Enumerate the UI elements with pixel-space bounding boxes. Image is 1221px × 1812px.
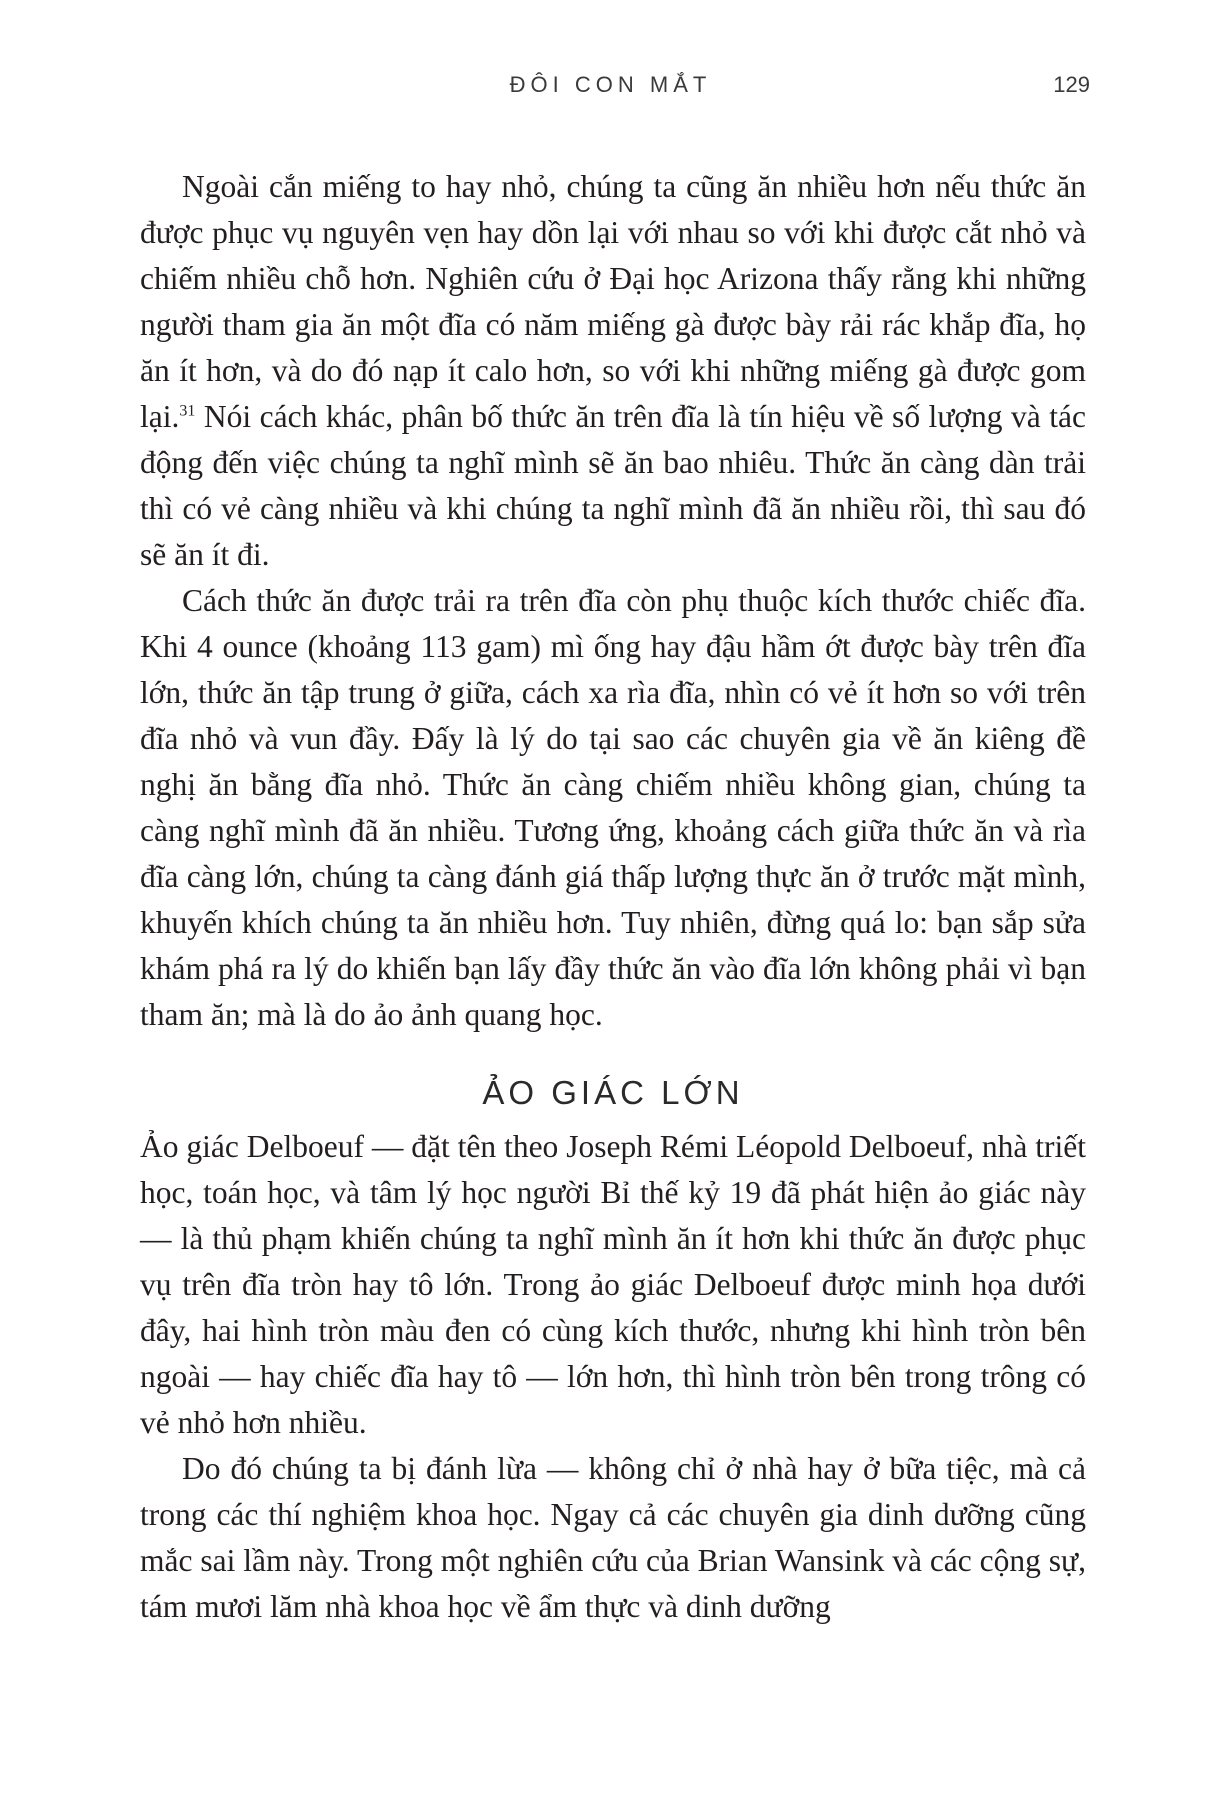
page-number: 129	[1053, 72, 1090, 97]
footnote-marker: 31	[179, 402, 196, 420]
paragraph-3: Ảo giác Delboeuf — đặt tên theo Joseph Rémi Léopold Delboeuf, nhà triết học, toán học, và tâm lý học người Bỉ thế kỷ 19 đã phát hiện ảo giác này — là thủ phạm khiến chúng ta nghĩ mình ăn ít hơn khi thức ăn được phục vụ trên đĩa tròn hay tô lớn. Trong ảo giác Delboeuf được minh họa dưới đây, hai hình tròn màu đen có cùng kích thước, nhưng khi hình tròn bên ngoài — hay chiếc đĩa hay tô — lớn hơn, thì hình tròn bên trong trông có vẻ nhỏ hơn nhiều.	[140, 1129, 1086, 1440]
paragraph-1-text-b: Nói cách khác, phân bố thức ăn trên đĩa là tín hiệu về số lượng và tác động đến việc chúng ta nghĩ mình sẽ ăn bao nhiêu. Thức ăn càng dàn trải thì có vẻ càng nhiều và khi chúng ta nghĩ mình đã ăn nhiều rồi, thì sau đó sẽ ăn ít đi.	[140, 399, 1086, 572]
body-text	[140, 164, 1086, 1630]
running-title: ĐÔI CON MẮT	[509, 72, 712, 97]
paragraph-1	[140, 164, 1086, 578]
page-header	[0, 72, 1221, 112]
paragraph-2: Cách thức ăn được trải ra trên đĩa còn phụ thuộc kích thước chiếc đĩa. Khi 4 ounce (khoảng 113 gam) mì ống hay đậu hầm ớt được bày trên đĩa lớn, thức ăn tập trung ở giữa, cách xa rìa đĩa, nhìn có vẻ ít hơn so với trên đĩa nhỏ và vun đầy. Đấy là lý do tại sao các chuyên gia về ăn kiêng đề nghị ăn bằng đĩa nhỏ. Thức ăn càng chiếm nhiều không gian, chúng ta càng nghĩ mình đã ăn nhiều. Tương ứng, khoảng cách giữa thức ăn và rìa đĩa càng lớn, chúng ta càng đánh giá thấp lượng thực ăn ở trước mặt mình, khuyến khích chúng ta ăn nhiều hơn. Tuy nhiên, đừng quá lo: bạn sắp sửa khám phá ra lý do khiến bạn lấy đầy thức ăn vào đĩa lớn không phải vì bạn tham ăn; mà là do ảo ảnh quang học.	[140, 583, 1086, 1032]
paragraph-4: Do đó chúng ta bị đánh lừa — không chỉ ở nhà hay ở bữa tiệc, mà cả trong các thí nghiệm khoa học. Ngay cả các chuyên gia dinh dưỡng cũng mắc sai lầm này. Trong một nghiên cứu của Brian Wansink và các cộng sự, tám mươi lăm nhà khoa học về ẩm thực và dinh dưỡng	[140, 1451, 1086, 1624]
section-heading: ẢO GIÁC LỚN	[482, 1074, 744, 1111]
paragraph-1-text-a: Ngoài cắn miếng to hay nhỏ, chúng ta cũng ăn nhiều hơn nếu thức ăn được phục vụ nguyên vẹn hay dồn lại với nhau so với khi được cắt nhỏ và chiếm nhiều chỗ hơn. Nghiên cứu ở Đại học Arizona thấy rằng khi những người tham gia ăn một đĩa có năm miếng gà được bày rải rác khắp đĩa, họ ăn ít hơn, và do đó nạp ít calo hơn, so với khi những miếng gà được gom lại.	[140, 169, 1086, 434]
